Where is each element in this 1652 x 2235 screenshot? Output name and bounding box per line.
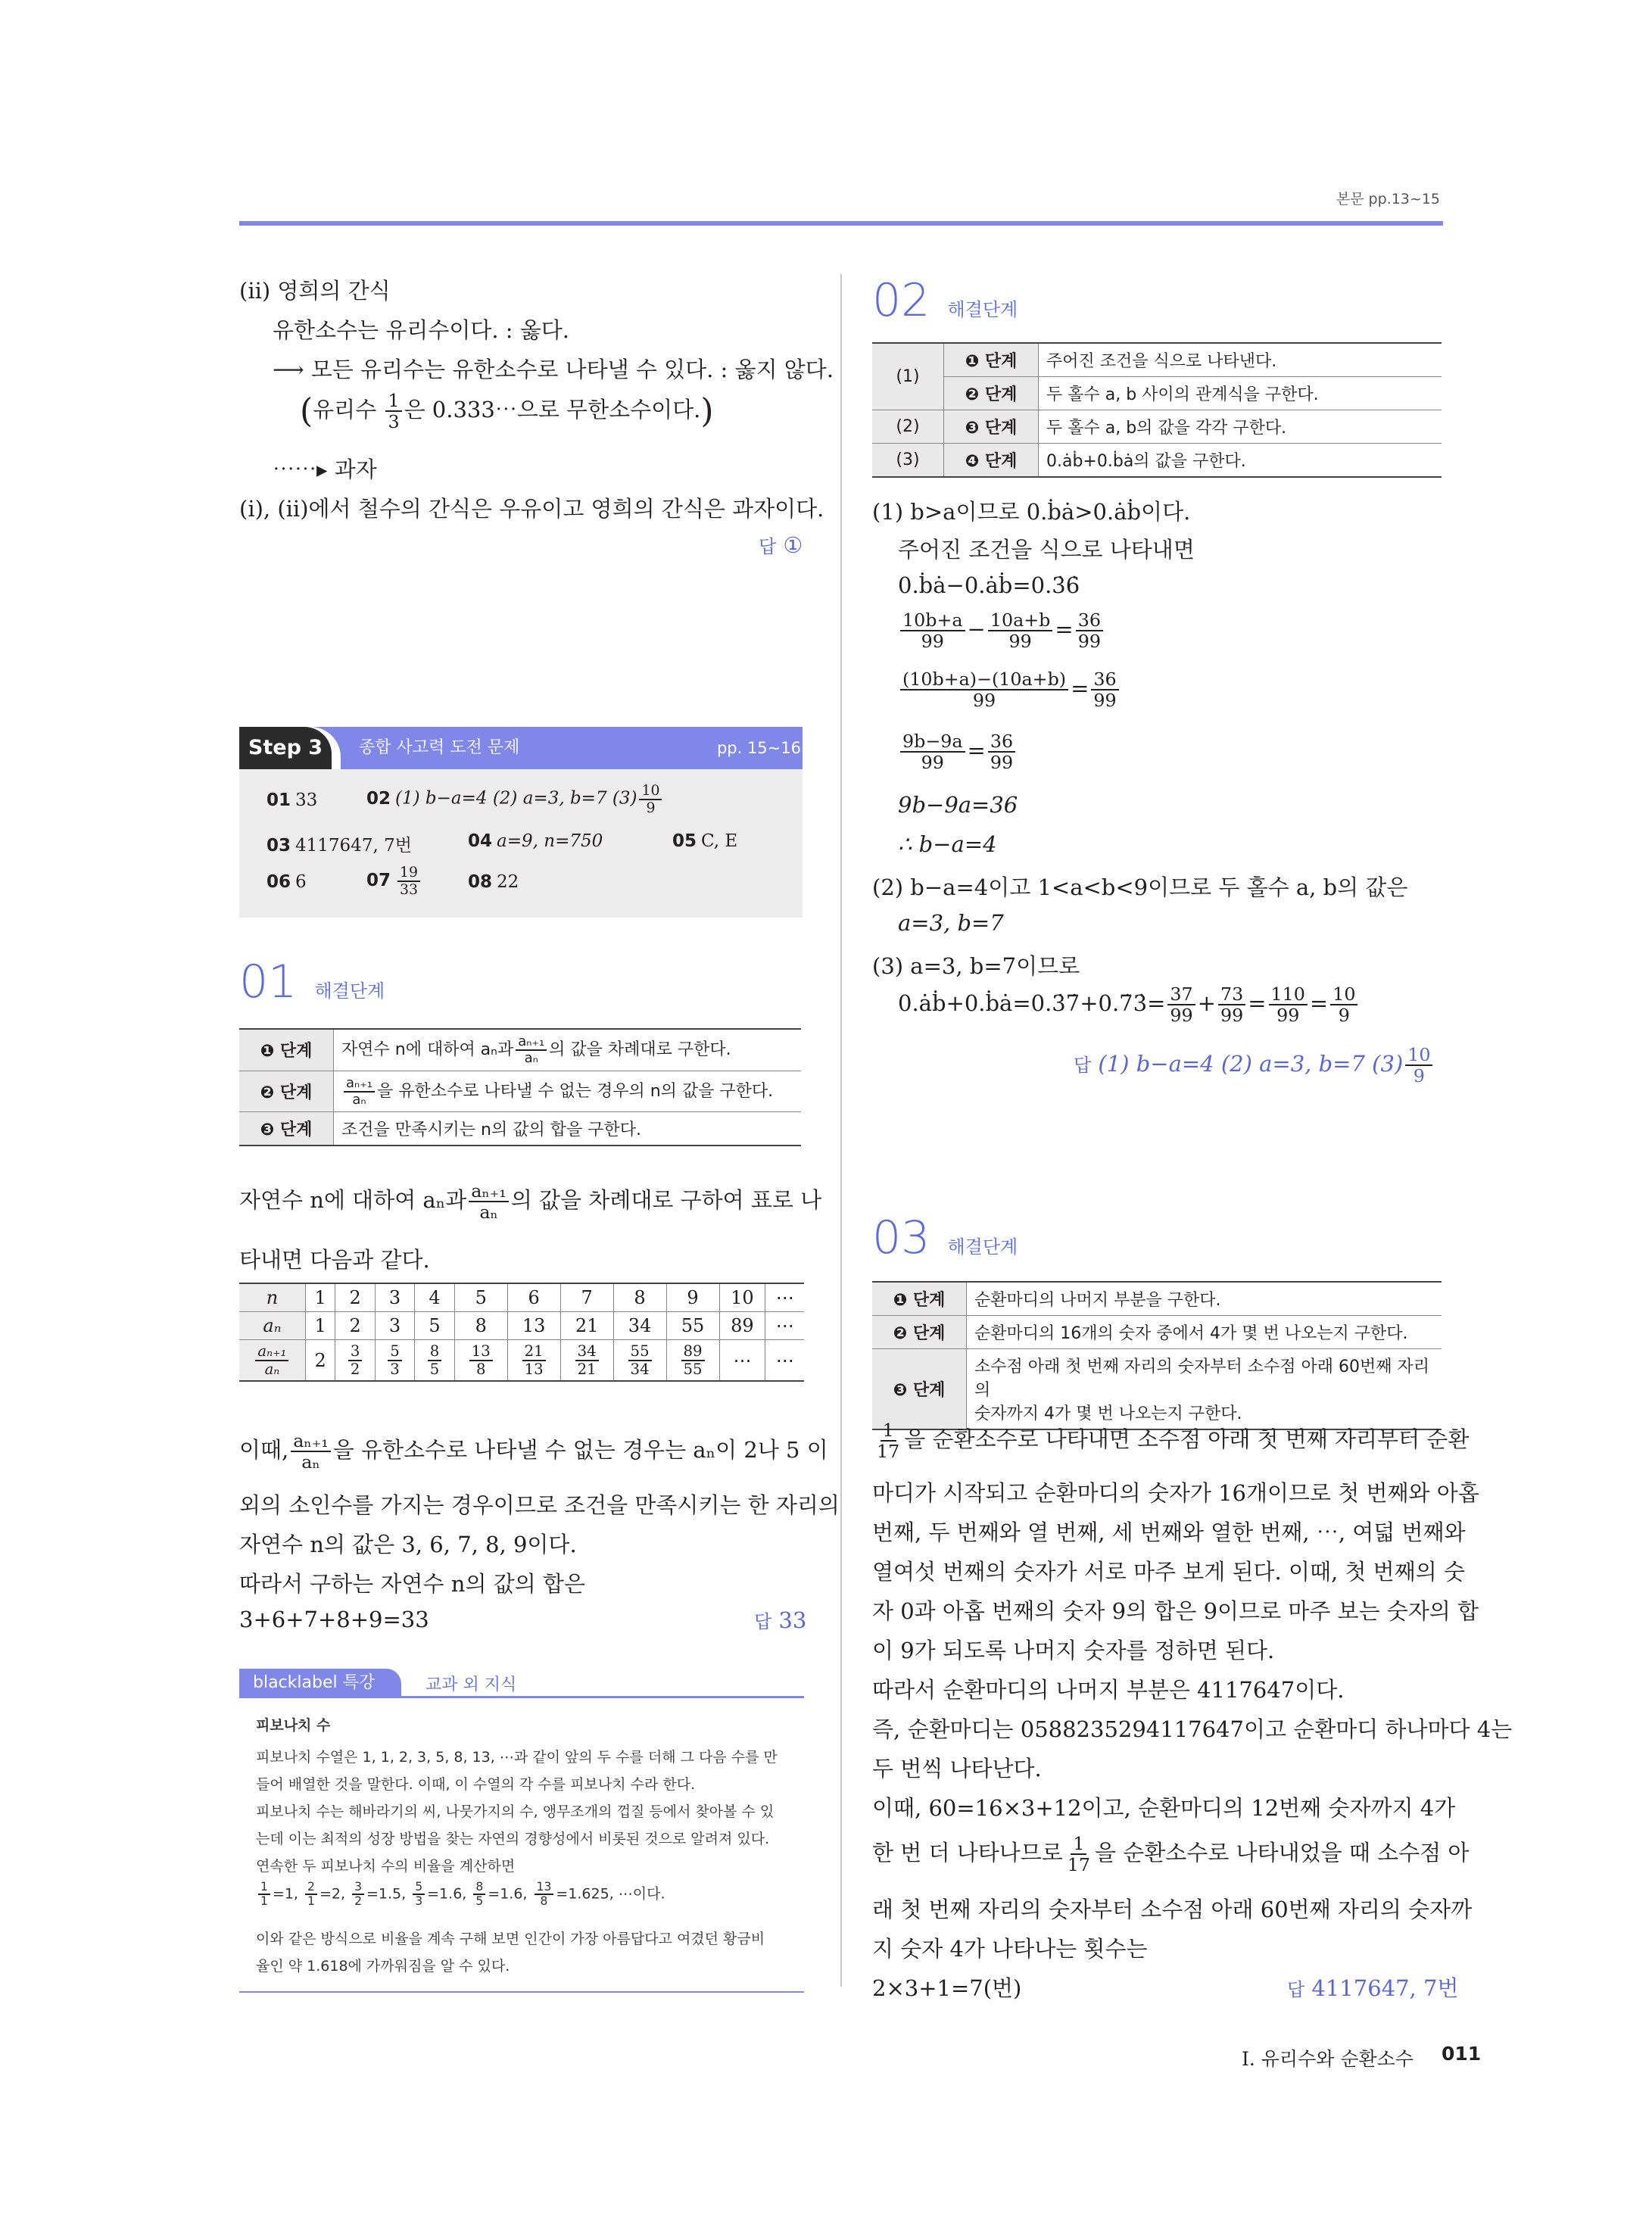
s03-para-2: 마디가 시작되고 순환마디의 숫자가 16개이므로 첫 번째와 아홉 — [872, 1480, 1479, 1506]
s03-para-3: 번째, 두 번째와 열 번째, 세 번째와 열한 번째, ⋯, 여덟 번째와 — [872, 1520, 1466, 1545]
s02-eq-1: $\frac{10b+a}{99}$ − $\frac{10a+b}{99}$ = $\frac{36}{99}$ — [898, 610, 1105, 651]
s03-para-4: 열여섯 번째의 숫자가 서로 마주 보게 된다. 이때, 첫 번째의 숫 — [872, 1559, 1465, 1585]
s01-para-1: 자연수 n에 대하여 aₙ과 $\frac{\text{aₙ₊₁}}{\text{aₙ}}$ 의 값을 차례대로 구하여 표로 나 — [239, 1180, 822, 1223]
answer-key-06: 06 6 — [267, 872, 307, 892]
blacklabel-text-3: 피보나치 수는 해바라기의 씨, 나뭇가지의 수, 앵무조개의 껍질 등에서 찾아볼 수 있 — [256, 1803, 775, 1820]
section-01-steps-table — [239, 1028, 801, 1146]
step-row: ❸ 단계 조건을 만족시키는 n의 값의 합을 구한다. — [239, 1112, 801, 1146]
s01-para-3: 이때, $\frac{\text{aₙ₊₁}}{\text{aₙ}}$ 을 유한소수로 나타낼 수 없는 경우는 aₙ이 2나 5 이 — [239, 1430, 828, 1473]
section-01-heading: 01 해결단계 — [239, 955, 385, 1008]
s02-line-7: 9b−9a=36 — [898, 792, 1018, 818]
s02-line-1: (1) b>a이므로 0.ḃȧ>0.ȧḃ이다. — [872, 499, 1191, 525]
step3-tab: Step 3 — [239, 727, 332, 769]
s03-para-10: 이때, 60=16×3+12이고, 순환마디의 12번째 숫자까지 4가 — [872, 1795, 1456, 1821]
step-row: (3) ❹ 단계 0.ȧḃ+0.ḃȧ의 값을 구한다. — [872, 444, 1442, 478]
s03-para-1: $\frac{1}{17}$ 을 순환소수로 나타내면 소수점 아래 첫 번째 자리부터 순환 — [877, 1420, 1470, 1463]
step-row: ❶ 단계 순환마디의 나머지 부분을 구한다. — [872, 1282, 1442, 1316]
s02-line-8: ∴ b−a=4 — [898, 831, 997, 857]
blacklabel-subtitle: 교과 외 지식 — [425, 1675, 517, 1694]
page-number: 011 — [1442, 2043, 1482, 2065]
s01-para-2: 타내면 다음과 같다. — [239, 1247, 430, 1273]
blacklabel-heading: 피보나치 수 — [256, 1717, 331, 1734]
chapter-title: Ⅰ. 유리수와 순환소수 — [1242, 2048, 1414, 2070]
s02-line-10: a=3, b=7 — [898, 910, 1004, 936]
s02-eq-3: $\frac{9b-9a}{99}$ = $\frac{36}{99}$ — [898, 731, 1018, 772]
s01-para-5: 자연수 n의 값은 3, 6, 7, 8, 9이다. — [239, 1532, 577, 1557]
answer-key-01: 01 33 — [267, 790, 318, 810]
step-row: ❷ 단계 $\frac{\text{aₙ₊₁}}{\text{aₙ}}$ 을 유한소수로 나타낼 수 없는 경우의 n의 값을 구한다. — [239, 1071, 801, 1112]
answer-02: 답 (1) b−a=4 (2) a=3, b=7 (3) $\frac{10}{9}$ — [1074, 1045, 1435, 1086]
s03-para-12: 래 첫 번째 자리의 숫자부터 소수점 아래 60번째 자리의 숫자까 — [872, 1897, 1473, 1922]
step-row: ❷ 단계 순환마디의 16개의 숫자 중에서 4가 몇 번 나오는지 구한다. — [872, 1316, 1442, 1349]
case-ii-line-3: (유리수 $\frac{1}{3}$ 은 0.333⋯으로 무한소수이다.) — [300, 390, 714, 433]
step3-pages: pp. 15~16 — [716, 739, 801, 757]
page-reference: 본문 pp.13~15 — [1336, 191, 1440, 207]
answer-key-08: 08 22 — [468, 872, 519, 892]
s03-para-13: 지 숫자 4가 나타나는 횟수는 — [872, 1936, 1148, 1962]
s03-para-7: 따라서 순환마디의 나머지 부분은 4117647이다. — [872, 1677, 1345, 1703]
blacklabel-text-5: 연속한 두 피보나치 수의 비율을 계산하면 — [256, 1858, 516, 1875]
answer-key-02: 02 (1) b−a=4 (2) a=3, b=7 (3) $\frac{10}{9}$ — [366, 783, 664, 815]
section-02-steps-table — [872, 342, 1442, 478]
blacklabel-text-6: 이와 같은 방식으로 비율을 계속 구해 보면 인간이 가장 아름답다고 여겼던 황금비 — [256, 1931, 765, 1947]
s03-para-11: 한 번 더 나타나므로 $\frac{1}{17}$ 을 순환소수로 나타내었을 때 소수점 아 — [872, 1833, 1470, 1876]
step-row: ❷ 단계 두 홀수 a, b 사이의 관계식을 구한다. — [872, 377, 1442, 410]
case-ii-line-2: ⟶ 모든 유리수는 유한소수로 나타낼 수 있다. : 옳지 않다. — [273, 357, 834, 382]
s01-para-7: 3+6+7+8+9=33 — [239, 1607, 429, 1632]
s03-para-6: 이 9가 되도록 나머지 숫자를 정하면 된다. — [872, 1638, 1275, 1663]
blacklabel-text-2: 들어 배열한 것을 말한다. 이때, 이 수열의 각 수를 피보나치 수라 한다. — [256, 1776, 696, 1793]
step-row: (2) ❸ 단계 두 홀수 a, b의 값을 각각 구한다. — [872, 410, 1442, 444]
s02-line-12: 0.ȧḃ+0.ḃȧ=0.3̇7̇+0.7̇3̇= $\frac{37}{99}$ + $\frac{73}{99}$ = $\frac{110}{99}$ = $\frac{10}{9}$ — [898, 984, 1360, 1025]
blacklabel-bottom-rule — [239, 1991, 804, 1993]
section-03-steps-table — [872, 1281, 1442, 1430]
answer-key-03: 03 4117647, 7번 — [267, 836, 412, 856]
blacklabel-text-7: 율인 약 1.618에 가까워짐을 알 수 있다. — [256, 1958, 510, 1975]
blacklabel-tag: blacklabel 특강 — [239, 1669, 401, 1697]
step-row: ❶ 단계 자연수 n에 대하여 aₙ과 $\frac{\text{aₙ₊₁}}{\text{aₙ}}$ 의 값을 차례대로 구한다. — [239, 1029, 801, 1071]
section-03-heading: 03 해결단계 — [872, 1211, 1018, 1264]
blacklabel-text-1: 피보나치 수열은 1, 1, 2, 3, 5, 8, 13, ⋯과 같이 앞의 두 수를 더해 그 다음 수를 만 — [256, 1749, 778, 1766]
s03-para-9: 두 번씩 나타난다. — [872, 1756, 1042, 1781]
blacklabel-ratios: $\frac{1}{1}$ =1, $\frac{2}{1}$ =2, $\frac{3}{2}$ =1.5, $\frac{5}{3}$ =1.6̇, $\frac{8}{5}$ =1.6, $\frac{13}{8}$ =1.625, ⋯이다. — [256, 1881, 665, 1908]
case-ii-title: (ⅱ) 영희의 간식 — [239, 278, 391, 304]
column-divider — [840, 274, 842, 1987]
s02-eq-2: $\frac{(10b+a)-(10a+b)}{99}$ = $\frac{36}{99}$ — [898, 669, 1121, 710]
answer-01: 답 33 — [754, 1607, 807, 1633]
case-ii-conclusion: ⋯⋯▸ 과자 — [273, 457, 377, 482]
table-row: $\frac{\text{aₙ₊₁}}{\text{aₙ}}$ 2 $\frac{3}{2}$ $\frac{5}{3}$ $\frac{8}{5}$ $\frac{13}{8}$ $\frac{21}{13}$ $\frac{34}{21}$ $\frac{55}{34}$ $\frac{89}{55}$ ⋯ ⋯ — [239, 1340, 804, 1382]
step-row: (1) ❶ 단계 주어진 조건을 식으로 나타낸다. — [872, 343, 1442, 377]
answer-03: 답 4117647, 7번 — [1287, 1975, 1459, 2001]
answer-key-05: 05 C, E — [672, 831, 738, 851]
case-ii-line-1: 유한소수는 유리수이다. : 옳다. — [273, 317, 570, 343]
s02-line-11: (3) a=3, b=7이므로 — [872, 953, 1080, 979]
s02-line-9: (2) b−a=4이고 1<a<b<9이므로 두 홀수 a, b의 값은 — [872, 874, 1408, 900]
answer-q-prev: 답 ① — [759, 532, 803, 558]
s02-line-3: 0.ḃȧ−0.ȧḃ=0.3̇6̇ — [898, 572, 1080, 598]
answer-key-04: 04 a=9, n=750 — [468, 831, 603, 851]
step3-title: 종합 사고력 도전 문제 — [359, 738, 520, 757]
final-conclusion: (ⅰ), (ⅱ)에서 철수의 간식은 우유이고 영희의 간식은 과자이다. — [239, 496, 824, 522]
table-row: aₙ 1 2 3 5 8 13 21 34 55 89 ⋯ — [239, 1312, 804, 1340]
table-row: n 1 2 3 4 5 6 7 8 9 10 ⋯ — [239, 1283, 804, 1312]
s03-para-5: 자 0과 아홉 번째의 숫자 9의 합은 9이므로 마주 보는 숫자의 합 — [872, 1598, 1479, 1624]
s01-para-6: 따라서 구하는 자연수 n의 값의 합은 — [239, 1571, 585, 1597]
fibonacci-table — [239, 1283, 804, 1382]
header-rule — [239, 221, 1443, 226]
section-02-heading: 02 해결단계 — [872, 274, 1018, 327]
s02-line-2: 주어진 조건을 식으로 나타내면 — [898, 537, 1195, 563]
s03-para-14: 2×3+1=7(번) — [872, 1975, 1022, 2001]
s03-para-8: 즉, 순환마디는 0588235294117647이고 순환마디 하나마다 4는 — [872, 1716, 1513, 1742]
s01-para-4: 외의 소인수를 가지는 경우이므로 조건을 만족시키는 한 자리의 — [239, 1492, 840, 1518]
answer-key-07: 07 $\frac{19}{33}$ — [366, 865, 422, 897]
step-row: ❸ 단계 소수점 아래 첫 번째 자리의 숫자부터 소수점 아래 60번째 자리의 숫자까지 4가 몇 번 나오는지 구한다. — [872, 1349, 1442, 1430]
blacklabel-text-4: 는데 이는 최적의 성장 방법을 찾는 자연의 경향성에서 비롯된 것으로 알려져 있다. — [256, 1831, 770, 1847]
